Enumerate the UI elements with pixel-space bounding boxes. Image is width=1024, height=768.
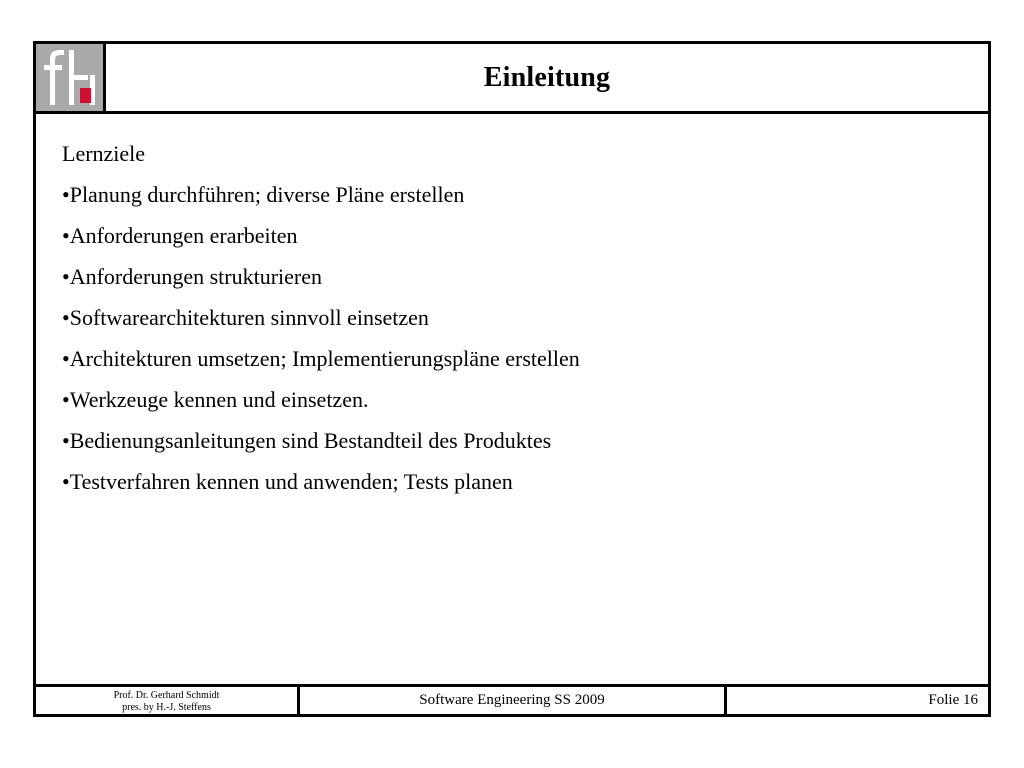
list-item: •Planung durchführen; diverse Pläne erstellen — [62, 182, 465, 207]
slide-footer — [36, 684, 988, 717]
footer-slide-number: Folie 16 — [928, 692, 978, 708]
list-item: •Architekturen umsetzen; Implementierungspläne erstellen — [62, 346, 580, 371]
footer-course: Software Engineering SS 2009 — [300, 687, 727, 717]
slide-content — [36, 114, 988, 684]
slide-header — [36, 44, 988, 114]
footer-author-line2: pres. by H.-J. Steffens — [122, 702, 211, 713]
content-heading: Lernziele — [62, 141, 146, 166]
list-item: •Bedienungsanleitungen sind Bestandteil des Produktes — [62, 428, 552, 453]
slide-title: Einleitung — [483, 62, 611, 93]
slide-frame — [33, 41, 991, 717]
list-item: •Anforderungen erarbeiten — [62, 223, 298, 248]
fh-logo-graphic — [36, 44, 103, 111]
list-item: •Werkzeuge kennen und einsetzen. — [62, 387, 369, 412]
list-item: •Testverfahren kennen und anwenden; Tests planen — [62, 469, 513, 494]
footer-author-line1: Prof. Dr. Gerhard Schmidt — [113, 690, 220, 701]
footer-author — [36, 687, 300, 717]
list-item: •Anforderungen strukturieren — [62, 264, 323, 289]
list-item: •Softwarearchitekturen sinnvoll einsetzen — [62, 305, 429, 330]
fh-logo-icon — [36, 44, 106, 111]
